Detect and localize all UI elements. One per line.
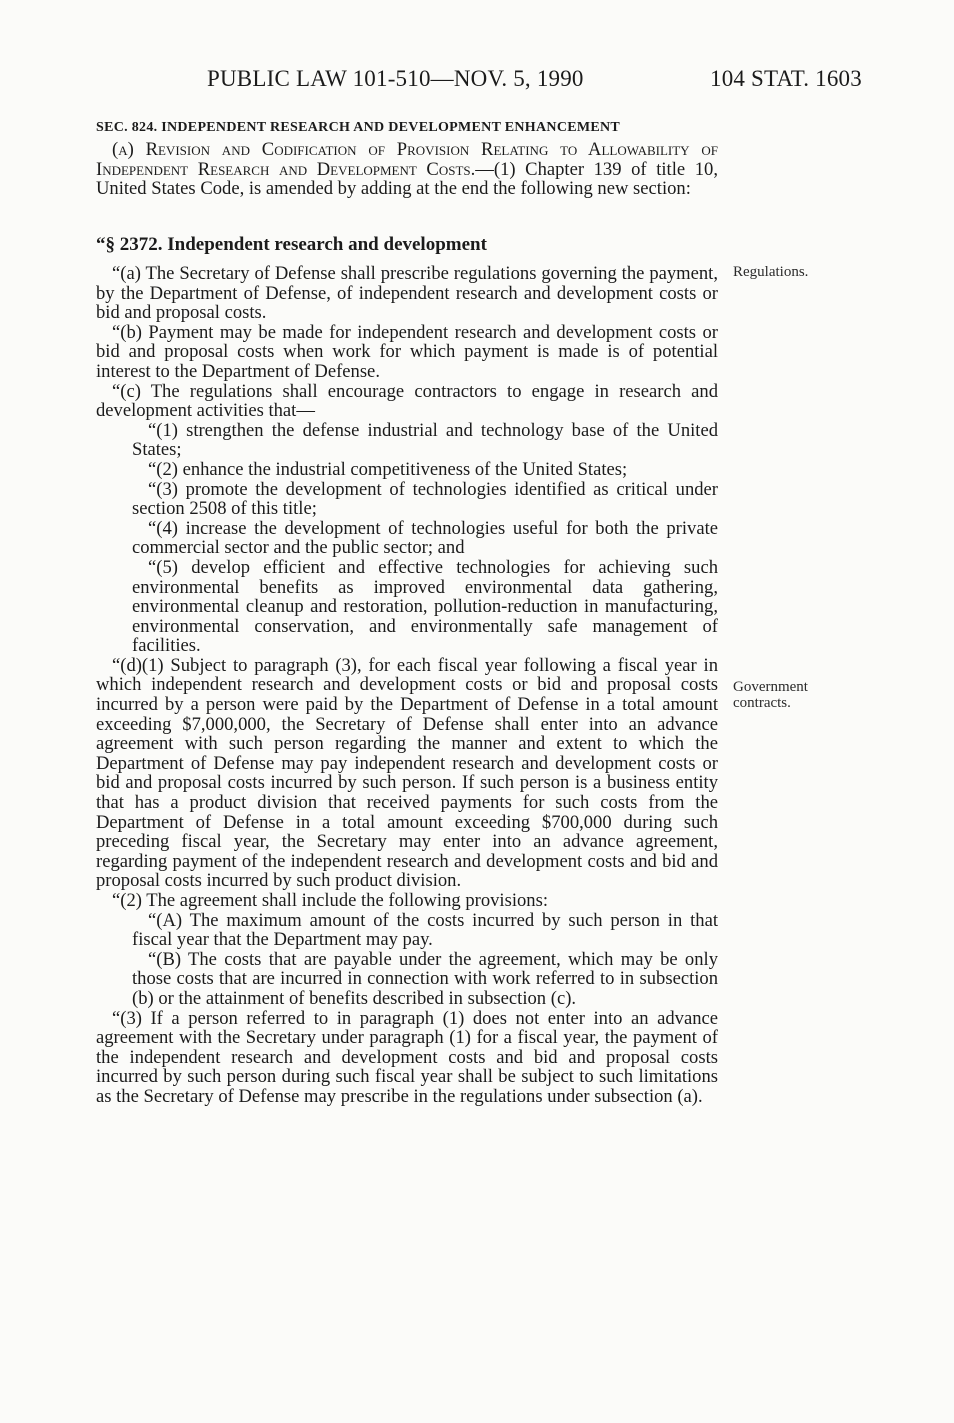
paragraph-c1: “(1) strengthen the defense industrial and technology base of the United States; [132, 419, 718, 461]
section-heading: SEC. 824. INDEPENDENT RESEARCH AND DEVELOPMENT ENHANCEMENT [96, 120, 621, 135]
section-body [96, 264, 718, 1107]
paragraph-c5: “(5) develop efficient and effective technologies for achieving such environmental benefits as improved environmental data gathering, environmental cleanup and restoration, pollution-reduction in manufacturing, environmental conservation, and environmentally safe management of facilities. [132, 556, 718, 657]
new-section-heading: “§ 2372. Independent research and development [96, 234, 487, 255]
paragraph-c4: “(4) increase the development of technologies useful for both the private commercial sector and the public sector; and [132, 517, 718, 559]
running-header-left: PUBLIC LAW 101-510—NOV. 5, 1990 [207, 66, 584, 91]
paragraph-c: “(c) The regulations shall encourage contractors to engage in research and development activities that— [96, 380, 718, 422]
paragraph-d2: “(2) The agreement shall include the following provisions: [112, 890, 548, 911]
paragraph-c2: “(2) enhance the industrial competitiveness of the United States; [148, 458, 628, 480]
subsection-a-heading: (a) Revision and Codification of Provision Relating to Allowability of Independent Research and Development Costs. [96, 139, 718, 180]
paragraph-c3: “(3) promote the development of technologies identified as critical under section 2508 of this title; [132, 478, 718, 520]
running-header-right: 104 STAT. 1603 [710, 66, 862, 91]
paragraph-d3: “(3) If a person referred to in paragraph (1) does not enter into an advance agreement with the Secretary under paragraph (1) for a fiscal year, the payment of the independent research and development costs and bid and proposal costs incurred by such person during such fiscal year shall be subject to such limitations as the Secretary of Defense may prescribe in the regulations under subsection (a). [96, 1007, 718, 1107]
paragraph-b: “(b) Payment may be made for independent research and development costs or bid and proposal costs when work for which payment is made is of potential interest to the Department of Defense. [96, 321, 718, 382]
subsection-a-text: —(1) Chapter 139 of title 10, United States Code, is amended by adding at the end the following new section: [96, 158, 718, 200]
paragraph-d2B: “(B) The costs that are payable under the agreement, which may be only those costs that are incurred in connection with work referred to in subsection (b) or the attainment of benefits described in subsection (c). [132, 948, 718, 1009]
paragraph-d2A: “(A) The maximum amount of the costs incurred by such person in that fiscal year that the Department may pay. [132, 909, 718, 951]
paragraph-d1: “(d)(1) Subject to paragraph (3), for each fiscal year following a fiscal year in which independent research and development costs or bid and proposal costs incurred by a person were paid by the Department of Defense in a total amount exceeding $7,000,000, the Secretary of Defense shall enter into an advance agreement with such person regarding the manner and extent to which the Department of Defense may pay independent research and development costs or bid and proposal costs incurred by such person. If such person is a business entity that has a product division that received payments for such costs from the Department of Defense in a total amount exceeding $700,000 during such preceding fiscal year, the Secretary may enter into an advance agreement, regarding payment of the independent research and development costs and bid and proposal costs incurred by such product division. [96, 654, 718, 892]
subsection-a [96, 140, 718, 199]
margin-note-government-contracts: Government contracts. [733, 679, 808, 711]
paragraph-a: “(a) The Secretary of Defense shall prescribe regulations governing the payment, by the Department of Defense, of independent research and development costs or bid and proposal costs. [96, 263, 718, 324]
margin-note-regulations: Regulations. [733, 264, 809, 280]
